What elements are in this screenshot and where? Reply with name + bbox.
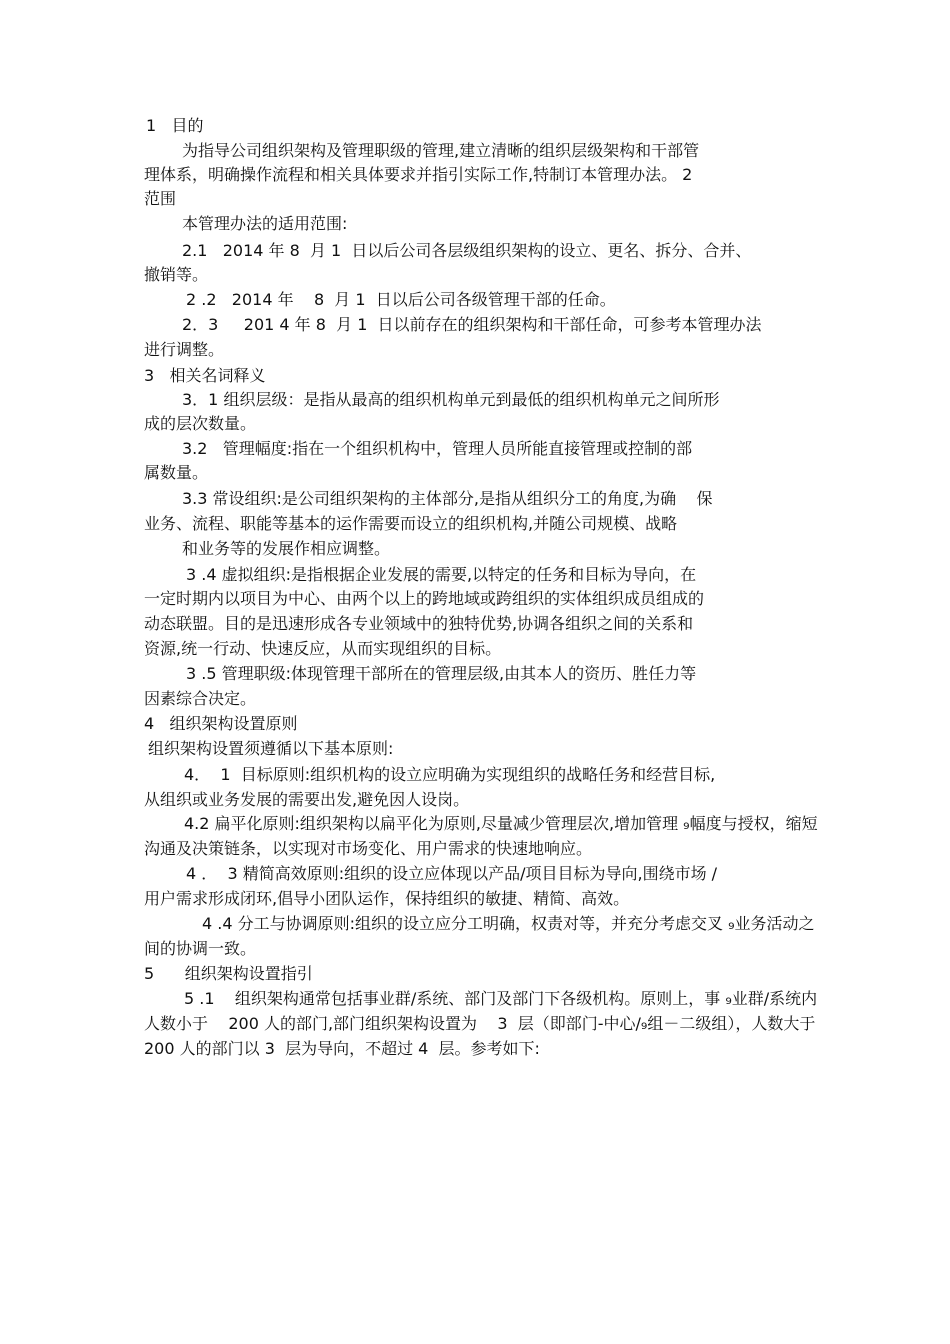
heading-3-definitions: 3 相关名词释义 bbox=[144, 366, 266, 385]
heading-2-scope: 范围 bbox=[144, 189, 177, 208]
paragraph-line: 200 人的部门以 3 层为导向，不超过 4 层。参考如下: bbox=[144, 1039, 540, 1058]
paragraph-line: 理体系，明确操作流程和相关具体要求并指引实际工作,特制订本管理办法。 2 bbox=[144, 165, 693, 184]
paragraph-line: 用户需求形成闭环,倡导小团队运作，保持组织的敏捷、精简、高效。 bbox=[144, 889, 630, 908]
paragraph-line: 成的层次数量。 bbox=[144, 414, 257, 433]
paragraph-line: 组织架构设置须遵循以下基本原则: bbox=[148, 739, 394, 758]
clause-3-3: 3.3 常设组织:是公司组织架构的主体部分,是指从组织分工的角度,为确 保 bbox=[182, 489, 713, 508]
paragraph-line: 资源,统一行动、快速反应，从而实现组织的目标。 bbox=[144, 639, 502, 658]
paragraph-line: 动态联盟。目的是迅速形成各专业领域中的独特优势,协调各组织之间的关系和 bbox=[144, 614, 694, 633]
clause-4-3: 4 ． 3 精简高效原则:组织的设立应体现以产品/项目目标为导向,围绕市场 / bbox=[186, 864, 718, 883]
heading-1-purpose: 1 目的 bbox=[146, 116, 204, 135]
paragraph-line: 业务、流程、职能等基本的运作需要而设立的组织机构,并随公司规模、战略 bbox=[144, 514, 678, 533]
clause-4-4: 4 .4 分工与协调原则:组织的设立应分工明确，权责对等，并充分考虑交叉 ₉业务活动之 bbox=[202, 914, 815, 933]
paragraph-line: 本管理办法的适用范围: bbox=[182, 214, 348, 233]
paragraph-line: 因素综合决定。 bbox=[144, 689, 257, 708]
paragraph-line: 间的协调一致。 bbox=[144, 939, 257, 958]
paragraph-line: 属数量。 bbox=[144, 463, 209, 482]
paragraph-line: 一定时期内以项目为中心、由两个以上的跨地域或跨组织的实体组织成员组成的 bbox=[144, 589, 705, 608]
clause-3-2: 3.2 管理幅度:指在一个组织机构中，管理人员所能直接管理或控制的部 bbox=[182, 439, 693, 458]
paragraph-line: 撤销等。 bbox=[144, 265, 209, 284]
clause-3-4: 3 .4 虚拟组织:是指根据企业发展的需要,以特定的任务和目标为导向，在 bbox=[186, 565, 697, 584]
clause-4-2: 4.2 扁平化原则:组织架构以扁平化为原则,尽量减少管理层次,增加管理 ₉幅度与授权，缩短 bbox=[184, 814, 818, 833]
clause-4-1: 4． 1 目标原则:组织机构的设立应明确为实现组织的战略任务和经营目标, bbox=[184, 765, 716, 784]
paragraph-line: 和业务等的发展作相应调整。 bbox=[182, 539, 391, 558]
clause-3-1: 3．1 组织层级：是指从最高的组织机构单元到最低的组织机构单元之间所形 bbox=[182, 390, 720, 409]
paragraph-line: 进行调整。 bbox=[144, 340, 225, 359]
paragraph-line: 沟通及决策链条，以实现对市场变化、用户需求的快速地响应。 bbox=[144, 839, 593, 858]
clause-2-1: 2.1 2014 年 8 月 1 日以后公司各层级组织架构的设立、更名、拆分、合并、 bbox=[182, 241, 752, 260]
paragraph-line: 人数小于 200 人的部门,部门组织架构设置为 3 层（即部门-中心/₉组－二级组），人数大于 bbox=[144, 1014, 816, 1033]
paragraph-line: 为指导公司组织架构及管理职级的管理,建立清晰的组织层级架构和干部管 bbox=[182, 141, 700, 160]
clause-5-1: 5 .1 组织架构通常包括事业群/系统、部门及部门下各级机构。原则上，事 ₉业群/系统内 bbox=[184, 989, 818, 1008]
heading-5-guidelines: 5 组织架构设置指引 bbox=[144, 964, 313, 983]
clause-2-2: 2 .2 2014 年 8 月 1 日以后公司各级管理干部的任命。 bbox=[186, 290, 616, 309]
heading-4-principles: 4 组织架构设置原则 bbox=[144, 714, 298, 733]
paragraph-line: 从组织或业务发展的需要出发,避免因人设岗。 bbox=[144, 790, 470, 809]
clause-2-3: 2．3 201 4 年 8 月 1 日以前存在的组织架构和干部任命，可参考本管理办法 bbox=[182, 315, 762, 334]
clause-3-5: 3 .5 管理职级:体现管理干部所在的管理层级,由其本人的资历、胜任力等 bbox=[186, 664, 697, 683]
